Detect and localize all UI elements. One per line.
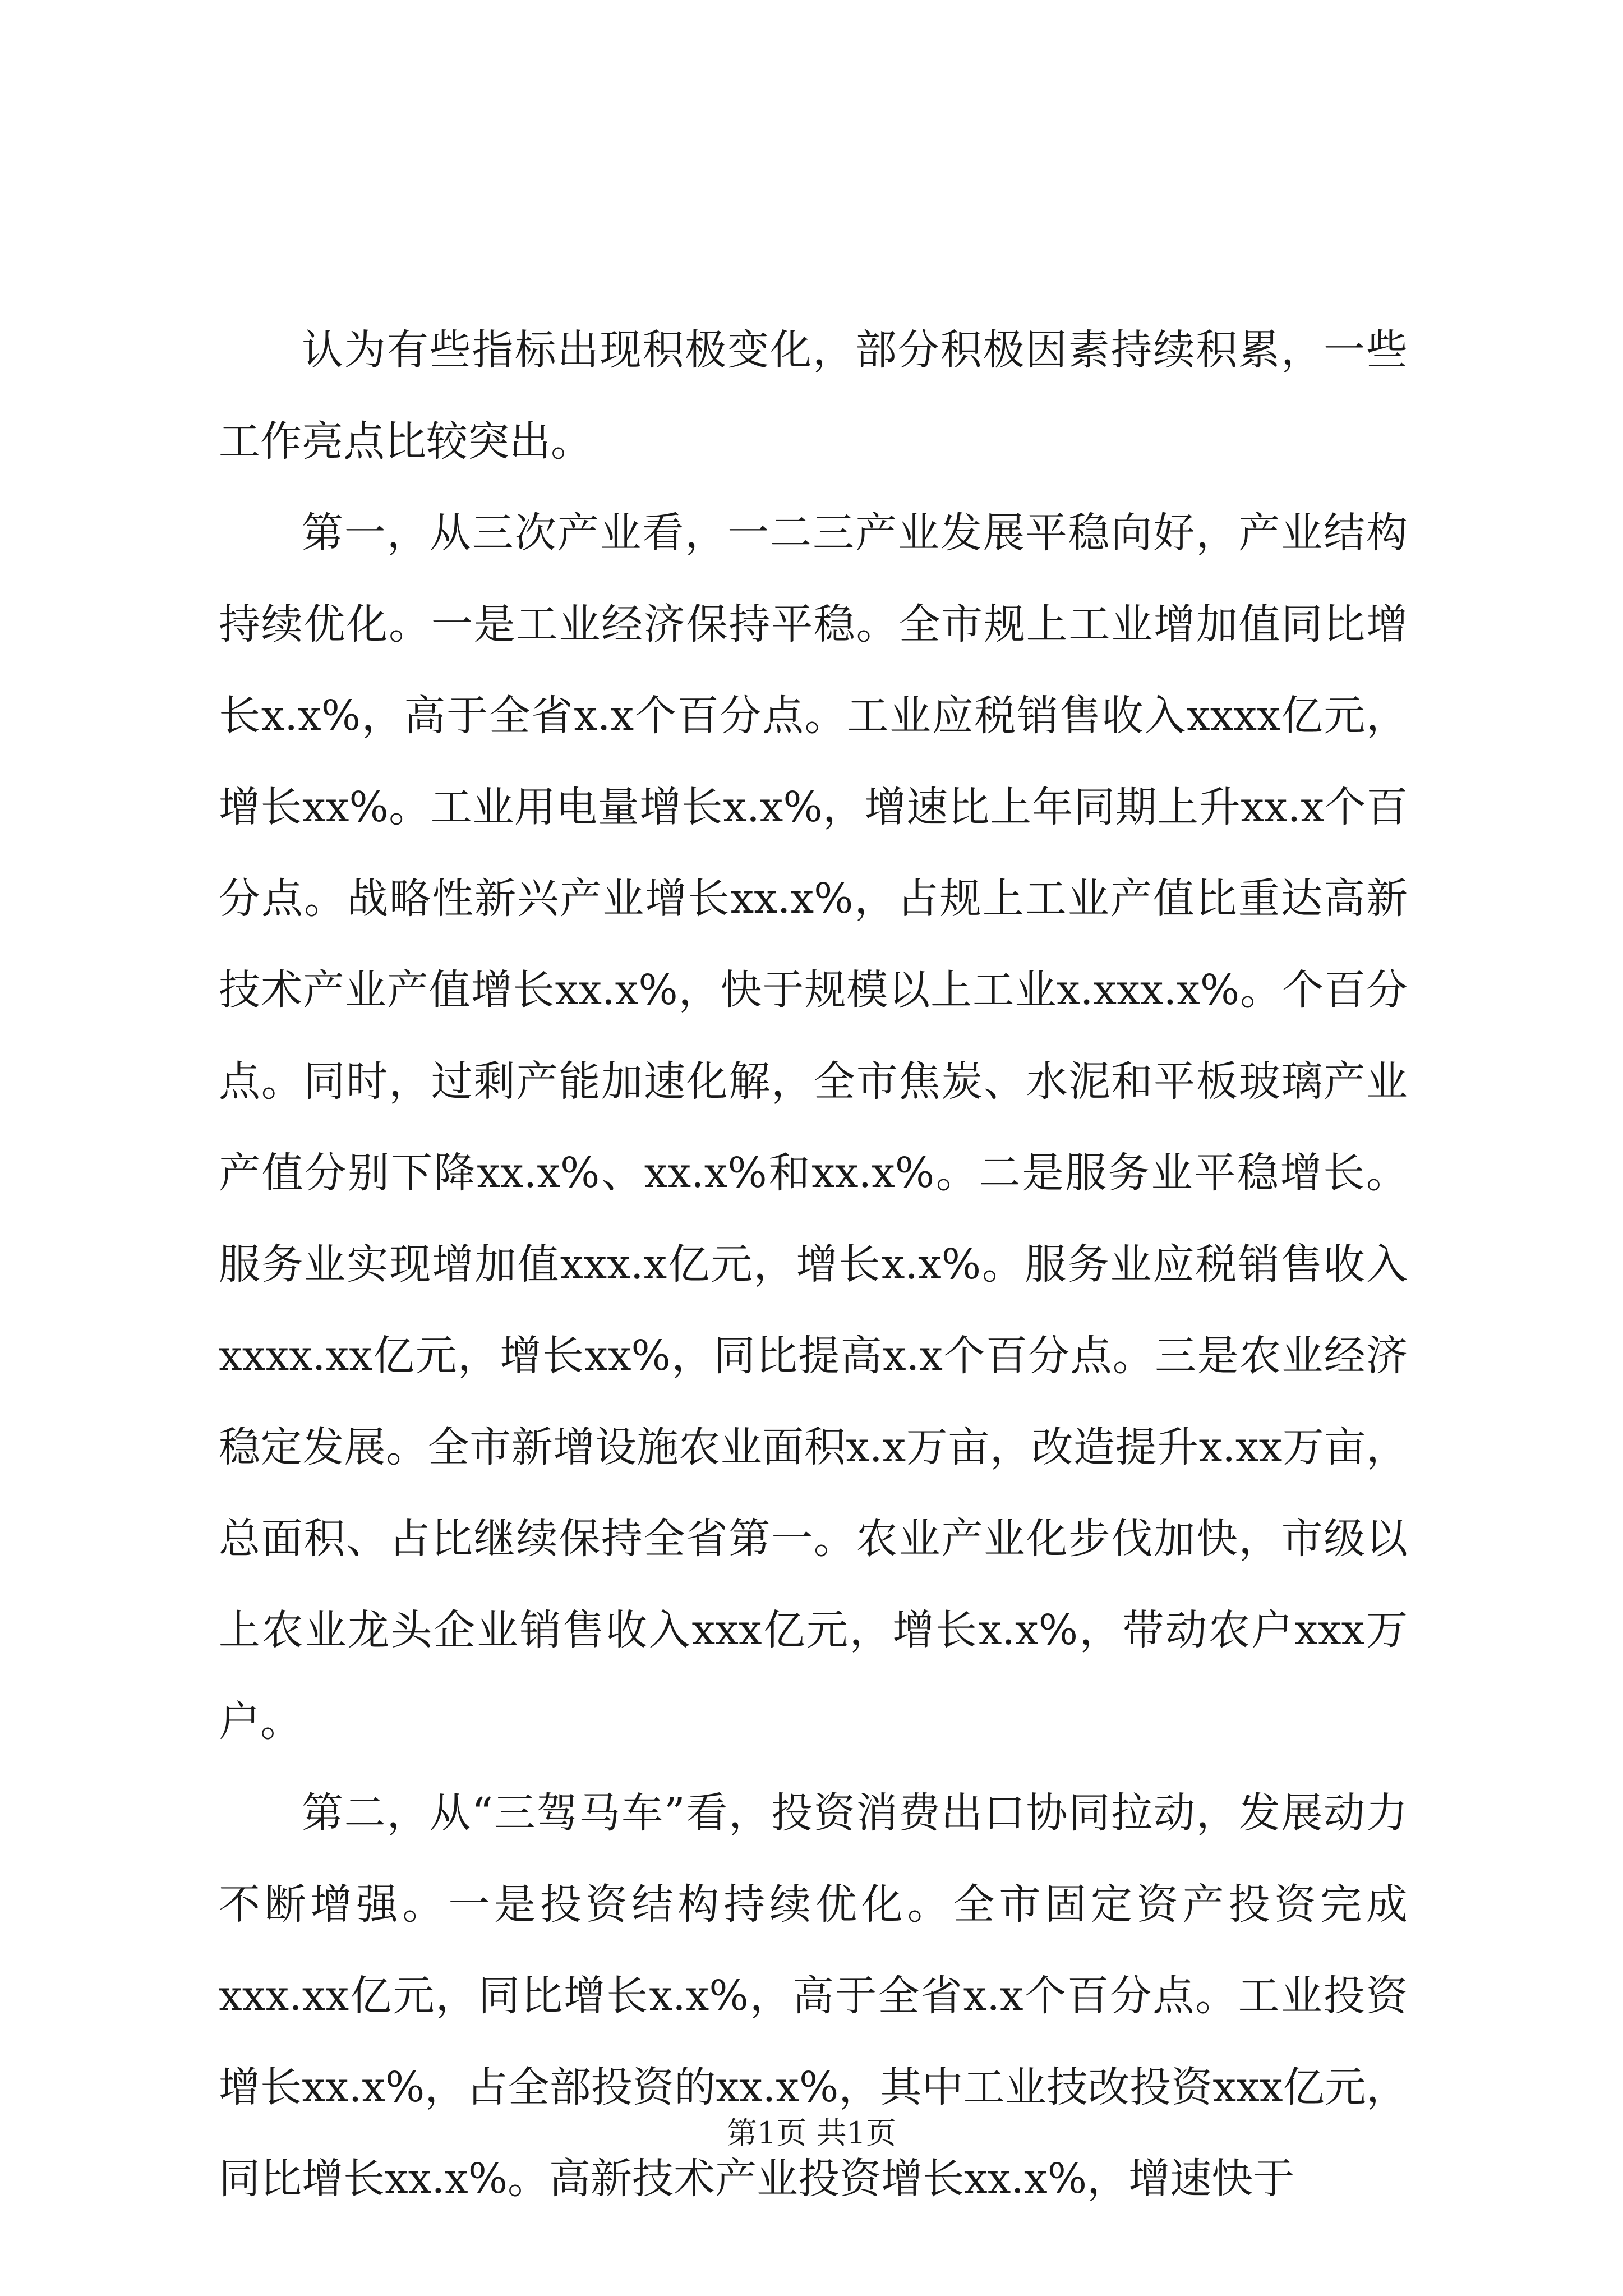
paragraph-2: 第一，从三次产业看，一二三产业发展平稳向好，产业结构持续优化。一是工业经济保持平稳。全市规上工业增加值同比增长x.x%，高于全省x.x个百分点。工业应税销售收入xxxx亿元，增长xx%。工业用电量增长x.x%，增速比上年同期上升xx.x个百分点。战略性新兴产业增长xx.x%，占规上工业产值比重达高新技术产业产值增长xx.x%，快于规模以上工业x.xxx.x%。个百分点。同时，过剩产能加速化解，全市焦炭、水泥和平板玻璃产业产值分别下降xx.x%、xx.x%和xx.x%。二是服务业平稳增长。服务业实现增加值xxx.x亿元，增长x.x%。服务业应税销售收入xxxx.xx亿元，增长xx%，同比提高x.x个百分点。三是农业经济稳定发展。全市新增设施农业面积x.x万亩，改造提升x.xx万亩，总面积、占比继续保持全省第一。农业产业化步伐加快，市级以上农业龙头企业销售收入xxx亿元，增长x.x%，带动农户xxx万户。 — [219, 509, 1408, 1746]
document-body — [219, 305, 1408, 2225]
paragraph-1: 认为有些指标出现积极变化，部分积极因素持续积累，一些工作亮点比较突出。 — [219, 326, 1408, 466]
page-footer: 第1页 共1页 — [727, 2115, 896, 2151]
paragraph-3: 第二，从“三驾马车”看，投资消费出口协同拉动，发展动力不断增强。一是投资结构持续优化。全市固定资产投资完成xxx.xx亿元，同比增长x.x%，高于全省x.x个百分点。工业投资增长xx.x%，占全部投资的xx.x%，其中工业技改投资xxx亿元，同比增长xx.x%。高新技术产业投资增长xx.x%，增速快于 — [219, 1789, 1408, 2203]
